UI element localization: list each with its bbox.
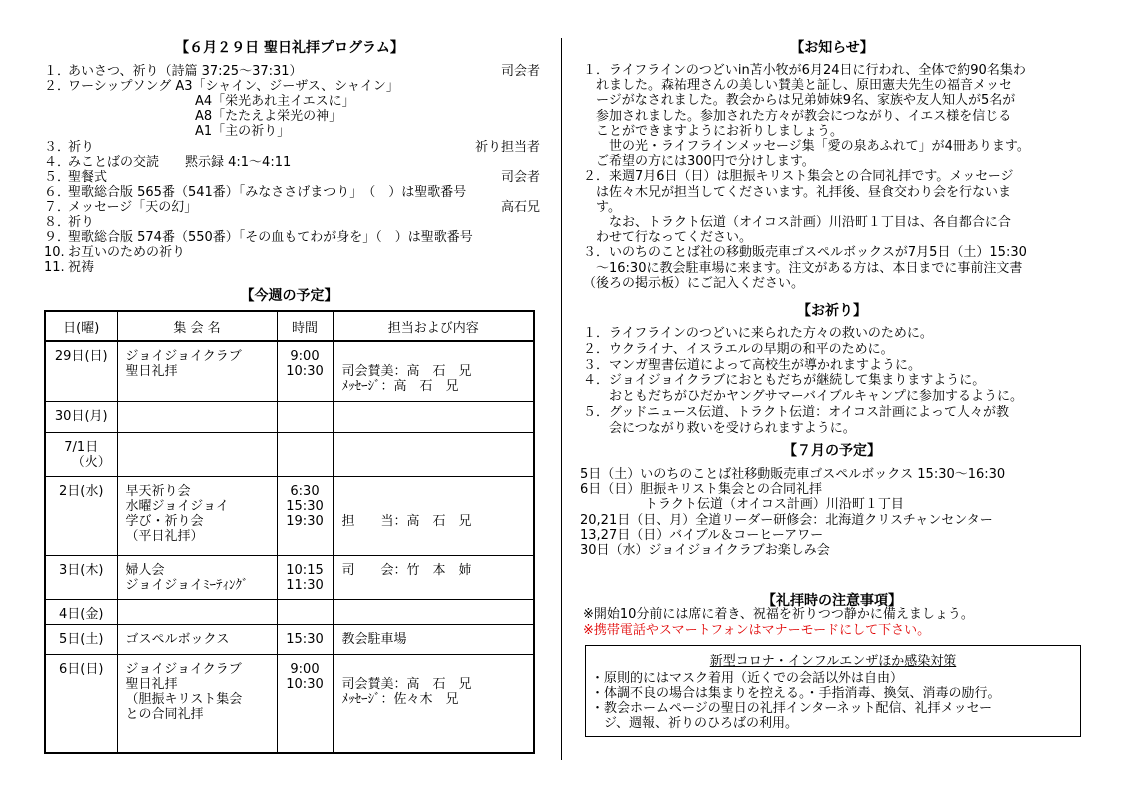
day-cell xyxy=(45,555,117,599)
day-cell xyxy=(45,599,117,624)
program-item-number: ３． xyxy=(44,139,71,155)
day-cell xyxy=(45,477,117,555)
notice-line: １．ライフラインのつどいin苫小牧が6月24日に行われ、全体で約90名集わ xyxy=(583,63,1026,78)
program-item-leader: 司会者 xyxy=(500,64,540,79)
july-line: 6日（日）胆振キリスト集会との合同礼拝 xyxy=(580,482,823,498)
meeting-cell-line: 水曜ジョイジョイ xyxy=(125,499,229,515)
content-cell xyxy=(333,654,534,753)
day-cell xyxy=(45,341,117,401)
content-cell xyxy=(333,555,534,599)
day-cell-line: 7/1日 xyxy=(64,439,99,455)
meeting-cell xyxy=(117,599,277,624)
program-item-number: ５． xyxy=(44,169,71,185)
content-cell-line: 教会駐車場 xyxy=(341,631,407,647)
notice-line: す。 xyxy=(583,199,621,215)
caution-line-2: ※携帯電話やスマートフォンはマナーモードにして下さい。 xyxy=(583,623,931,638)
content-cell-line: 司会賛美：高 石 兄 xyxy=(341,364,472,379)
program-item-leader: 祈り担当者 xyxy=(474,139,540,155)
content-cell-line xyxy=(342,349,534,364)
time-cell xyxy=(277,477,333,555)
program-item-number: ７． xyxy=(44,199,71,215)
content-cell-line: ﾒｯｾｰｼﾞ：高 石 兄 xyxy=(341,379,459,394)
meeting-cell xyxy=(117,341,277,401)
table-header-row xyxy=(45,311,534,341)
meeting-cell xyxy=(117,555,277,599)
meeting-cell-line: 早天祈り会 xyxy=(125,484,191,500)
caution-title: 【礼拝時の注意事項】 xyxy=(762,593,902,609)
program-item-number: ９． xyxy=(44,230,71,246)
day-cell-line: 2日(水) xyxy=(59,484,104,500)
program-item-number: 10. xyxy=(44,245,65,261)
day-cell-line: 30日(月) xyxy=(54,408,108,424)
table-row xyxy=(45,654,534,753)
program-item-text: 聖歌総合版 565番（541番）「みなささげまつり」 （ ）は聖歌番号 xyxy=(68,184,467,200)
content-cell-line: ﾒｯｾｰｼﾞ：佐々木 兄 xyxy=(341,691,459,707)
program-item-number: ４． xyxy=(44,154,71,170)
infection-box-title: 新型コロナ・インフルエンザほか感染対策 xyxy=(709,654,957,669)
program-item-number: ２． xyxy=(44,79,71,95)
program-item-text: みことばの交読 黙示録 4:1～4:11 xyxy=(68,154,292,170)
program-title: 【６月２９日 聖日礼拝プログラム】 xyxy=(175,40,404,56)
col-header-time: 時間 xyxy=(277,311,333,341)
table-row xyxy=(45,401,534,432)
table-row xyxy=(45,555,534,599)
program-item-text: あいさつ、祈り（詩篇 37:25～37:31） xyxy=(68,64,303,79)
notice-line: ～16:30に教会駐車場に来ます。注文がある方は、本日までに事前注文書 xyxy=(583,260,1023,276)
prayer-line: ２．ウクライナ、イスラエルの早期の和平のために。 xyxy=(583,341,894,357)
program-item-number: ６． xyxy=(44,184,71,200)
day-cell xyxy=(45,654,117,753)
july-line: 13,27日（日）バイブル＆コーヒーアワー xyxy=(580,527,824,543)
infection-box-line: ・体調不良の場合は集まりを控える。・手指消毒、換気、消毒の励行。 xyxy=(591,686,1001,701)
content-cell xyxy=(333,599,534,624)
time-cell xyxy=(277,432,333,476)
content-cell xyxy=(333,341,534,401)
content-cell-line xyxy=(342,499,534,514)
meeting-cell xyxy=(117,654,277,753)
infection-box-line: ・教会ホームページの聖日の礼拝インターネット配信、礼拝メッセー xyxy=(591,701,993,716)
notice-line: 世の光・ライフラインメッセージ集「愛の泉あふれて」が4冊あります。 xyxy=(583,139,1030,154)
col-header-meeting: 集 会 名 xyxy=(117,311,277,341)
time-cell-line: 15:30 xyxy=(286,499,324,515)
program-item-text: 聖餐式 xyxy=(68,169,108,185)
table-row xyxy=(45,432,534,476)
notice-line: （後ろの掲示板）にご記入ください。 xyxy=(583,275,805,291)
program-item-number: １． xyxy=(44,64,71,79)
day-cell-line: （火） xyxy=(71,454,111,470)
time-cell-line: 6:30 xyxy=(290,484,320,500)
prayer-line: 会につながり救いを受けられますように。 xyxy=(583,420,856,436)
time-cell-line: 9:00 xyxy=(290,349,320,364)
meeting-cell-line: （胆振キリスト集会 xyxy=(125,691,243,707)
program-item-text: A1「主の祈り」 xyxy=(195,124,291,140)
infection-control-box xyxy=(585,645,1081,737)
time-cell-line: 10:30 xyxy=(286,364,324,379)
day-cell-line: 5日(土) xyxy=(59,631,104,647)
prayer-line: おともだちがひだかヤングサマーバイブルキャンプに参加するように。 xyxy=(583,389,1024,405)
meeting-cell-line: 学び・祈り会 xyxy=(125,514,204,530)
content-cell-line xyxy=(342,484,534,499)
prayer-title: 【お祈り】 xyxy=(797,303,867,319)
notice-line: ２．来週7月6日（日）は胆振キリスト集会との合同礼拝です。メッセージ xyxy=(583,169,1014,185)
day-cell-line: 4日(金) xyxy=(59,606,104,622)
meeting-cell xyxy=(117,477,277,555)
program-item-text: 祈り xyxy=(68,139,95,155)
meeting-cell-line: 婦人会 xyxy=(125,562,165,578)
content-cell xyxy=(333,624,534,654)
prayer-line: ３．マンガ聖書伝道によって高校生が導かれますように。 xyxy=(583,357,922,373)
infection-box-line: ・原則的にはマスク着用（近くでの会話以外は自由） xyxy=(591,671,904,686)
col-header-content: 担当および内容 xyxy=(333,311,534,341)
time-cell-line: 11:30 xyxy=(286,577,324,593)
notice-line: 参加されました。参加された方々が教会につながり、イエス様を信じる xyxy=(583,108,1012,124)
meeting-cell-line: との合同礼拝 xyxy=(125,706,204,722)
time-cell xyxy=(277,341,333,401)
time-cell xyxy=(277,401,333,432)
day-cell xyxy=(45,432,117,476)
content-cell xyxy=(333,477,534,555)
july-line: 30日（水）ジョイジョイクラブお楽しみ会 xyxy=(580,543,830,558)
meeting-cell-line: ジョイジョイクラブ xyxy=(125,349,242,364)
meeting-cell xyxy=(117,432,277,476)
notice-line: ことができますようにお祈りしましょう。 xyxy=(583,123,844,139)
time-cell xyxy=(277,624,333,654)
table-row xyxy=(45,624,534,654)
meeting-cell-line: ジョイジョイクラブ xyxy=(125,661,242,677)
time-cell-line: 9:00 xyxy=(290,661,320,677)
time-cell-line: 15:30 xyxy=(286,631,324,647)
day-cell-line: 29日(日) xyxy=(54,349,108,364)
prayer-line: ５．グッドニュース伝道、トラクト伝道：オイコス計画によって人々が教 xyxy=(583,405,1010,420)
july-line: 5日（土）いのちのことば社移動販売車ゴスペルボックス 15:30～16:30 xyxy=(580,467,1006,482)
day-cell xyxy=(45,624,117,654)
notice-line: ご希望の方には300円で分けします。 xyxy=(583,154,815,170)
week-schedule-table xyxy=(44,310,535,754)
day-cell xyxy=(45,401,117,432)
content-cell-line xyxy=(342,662,534,677)
table-row xyxy=(45,341,534,401)
program-item-number: 11. xyxy=(44,260,65,276)
meeting-cell-line: 聖日礼拝 xyxy=(125,676,178,692)
content-cell-line: 司 会：竹 本 姉 xyxy=(341,562,472,578)
notice-line: は佐々木兄が担当してくださいます。礼拝後、昼食交わり会を行ないま xyxy=(583,184,1011,200)
program-item-text: A4「栄光あれ主イエスに」 xyxy=(195,94,355,110)
time-cell-line: 19:30 xyxy=(286,514,324,530)
program-item-text: 祈り xyxy=(68,215,95,230)
content-cell xyxy=(333,401,534,432)
time-cell-line: 10:30 xyxy=(286,676,324,692)
col-header-day: 日(曜) xyxy=(45,311,117,341)
program-item-text: 祝祷 xyxy=(68,260,95,276)
table-row xyxy=(45,477,534,555)
program-item-text: 聖歌総合版 574番（550番）「その血もてわが身を」（ ）は聖歌番号 xyxy=(68,230,473,246)
program-item-text: メッセージ「天の幻」 xyxy=(68,199,198,215)
meeting-cell-line: 聖日礼拝 xyxy=(125,364,178,379)
meeting-cell-line: ジョイジョイﾐｰﾃｨﾝｸﾞ xyxy=(125,577,249,593)
notice-line: ３．いのちのことば社の移動販売車ゴスペルボックスが7月5日（土）15:30 xyxy=(583,245,1027,261)
content-cell-line: 司会賛美：高 石 兄 xyxy=(341,676,472,692)
meeting-cell-line: ゴスペルボックス xyxy=(125,631,230,647)
column-divider xyxy=(561,38,562,760)
time-cell xyxy=(277,599,333,624)
program-item-text: お互いのための祈り xyxy=(68,245,186,261)
time-cell xyxy=(277,555,333,599)
week-schedule-title: 【今週の予定】 xyxy=(240,288,339,304)
meeting-cell-line: （平日礼拝） xyxy=(125,529,204,545)
prayer-line: １．ライフラインのつどいに来られた方々の救いのために。 xyxy=(583,326,933,341)
prayer-line: ４．ジョイジョイクラブにおともだちが継続して集まりますように。 xyxy=(583,373,986,389)
meeting-cell xyxy=(117,624,277,654)
program-item-leader: 司会者 xyxy=(500,169,540,185)
program-item-leader: 高石兄 xyxy=(500,199,540,215)
program-item-text: ワーシップソング A3「シャイン、ジーザス、シャイン」 xyxy=(68,79,399,95)
july-title: 【７月の予定】 xyxy=(783,443,881,459)
meeting-cell xyxy=(117,401,277,432)
infection-box-line: ジ、週報、祈りのひろばの利用。 xyxy=(591,716,798,731)
notice-line: ージがなされました。教会からは兄弟姉妹9名、家族や友人知人が5名が xyxy=(583,93,1016,109)
day-cell-line: 6日(日) xyxy=(59,661,104,677)
program-item-number: ８． xyxy=(44,215,71,230)
time-cell-line: 10:15 xyxy=(286,562,324,578)
july-line: トラクト伝道（オイコス計画）川沿町１丁目 xyxy=(580,497,904,513)
table-row xyxy=(45,599,534,624)
notice-title: 【お知らせ】 xyxy=(790,40,874,56)
content-cell xyxy=(333,432,534,476)
notice-line: わせて行なってください。 xyxy=(583,230,753,246)
july-line: 20,21日（日、月）全道リーダー研修会：北海道クリスチャンセンター xyxy=(580,512,993,528)
program-item-text: A8「たたえよ栄光の神」 xyxy=(195,109,343,125)
day-cell-line: 3日(木) xyxy=(59,562,104,578)
content-cell-line: 担 当：高 石 兄 xyxy=(341,514,472,530)
time-cell xyxy=(277,654,333,753)
caution-line-1: ※開始10分前には席に着き、祝福を祈りつつ静かに備えましょう。 xyxy=(583,607,974,622)
notice-line: なお、トラクト伝道（オイコス計画）川沿町１丁目は、各自都合に合 xyxy=(583,215,1011,230)
notice-line: れました。森祐理さんの美しい賛美と証し、原田憲夫先生の福音メッセ xyxy=(583,78,1013,94)
